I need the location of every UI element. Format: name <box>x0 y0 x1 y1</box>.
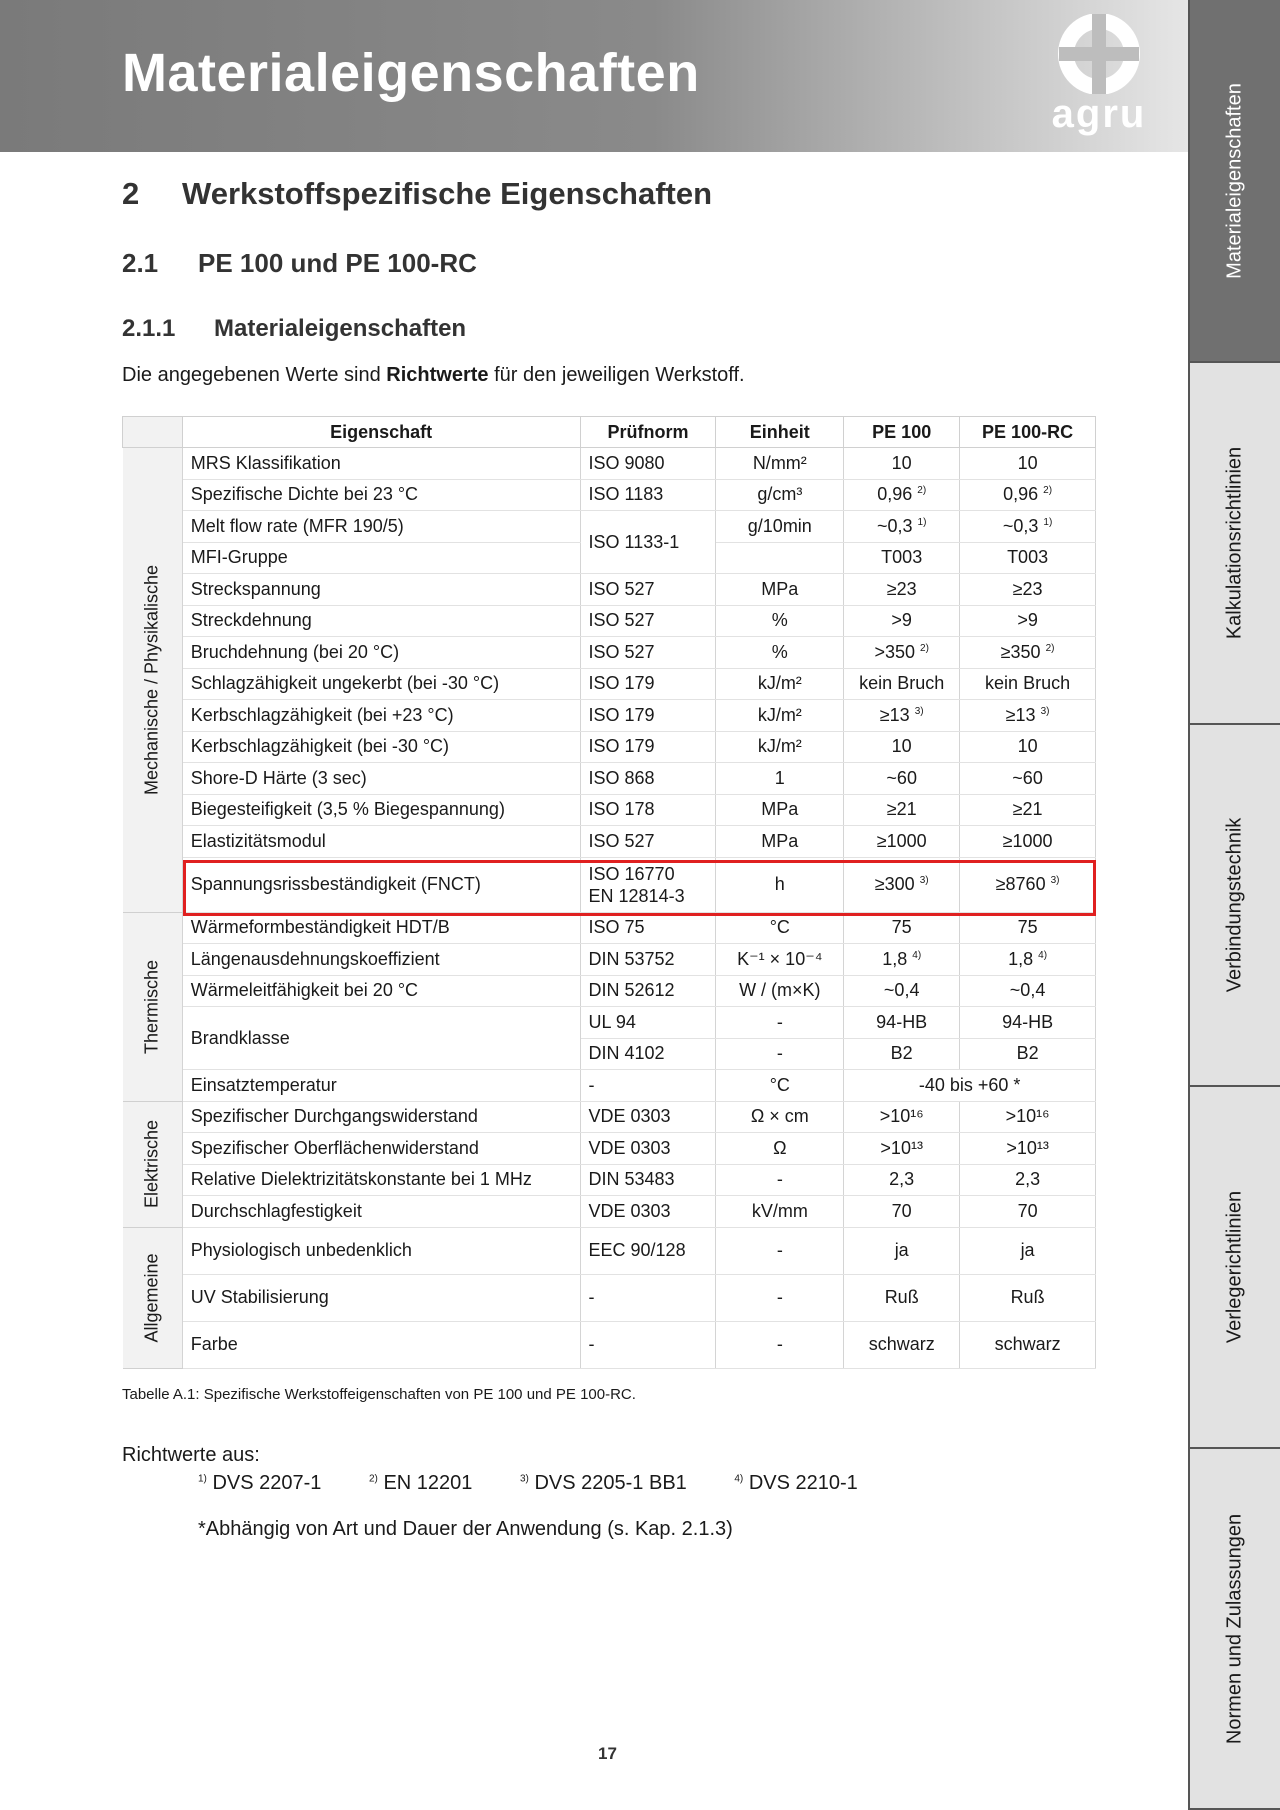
reference-text: DVS 2205-1 BB1 <box>534 1472 687 1494</box>
cell-property: Brandklasse <box>182 1007 580 1070</box>
cell-unit: kJ/m² <box>716 700 844 732</box>
cell-norm: VDE 0303 <box>580 1133 716 1165</box>
footnote-mark: 4) <box>912 949 922 961</box>
norm-line-1: ISO 16770 <box>588 863 675 884</box>
reference-mark: 2) <box>369 1473 378 1485</box>
table-row <box>123 731 1096 763</box>
cell-property: Relative Dielektrizitätskonstante bei 1 MHz <box>182 1164 580 1196</box>
cell-property: Längenausdehnungskoeffizient <box>182 944 580 976</box>
usage-note: *Abhängig von Art und Dauer der Anwendung (s. Kap. 2.1.3) <box>198 1518 733 1540</box>
cell-norm: ISO 527 <box>580 605 716 637</box>
header-einheit: Einheit <box>716 417 844 448</box>
cell-pe100: T003 <box>844 542 960 574</box>
cell-norm: ISO 527 <box>580 574 716 606</box>
reference-mark: 1) <box>198 1473 207 1485</box>
cell-property: Spannungsrissbeständigkeit (FNCT) <box>182 857 580 912</box>
cell-pe100: ≥21 <box>844 794 960 826</box>
references-list <box>198 1472 900 1495</box>
cell-pe100: kein Bruch <box>844 668 960 700</box>
cell-property: Spezifischer Durchgangswiderstand <box>182 1101 580 1133</box>
cell-pe100: schwarz <box>844 1321 960 1368</box>
cell-pe100: B2 <box>844 1038 960 1070</box>
cell-property: Biegesteifigkeit (3,5 % Biegespannung) <box>182 794 580 826</box>
cell-property: Wärmeleitfähigkeit bei 20 °C <box>182 975 580 1007</box>
cell-norm: VDE 0303 <box>580 1101 716 1133</box>
fnct-highlight-box <box>183 860 1096 916</box>
tab-verbindungstechnik[interactable] <box>1188 725 1280 1087</box>
table-row <box>123 637 1096 669</box>
value: 1,8 <box>882 948 908 969</box>
cell-property: Bruchdehnung (bei 20 °C) <box>182 637 580 669</box>
group-label: Thermische <box>141 959 162 1054</box>
table-row <box>123 1164 1096 1196</box>
cell-unit: h <box>716 857 844 912</box>
table-caption: Tabelle A.1: Spezifische Werkstoffeigenschaften von PE 100 und PE 100-RC. <box>122 1386 636 1403</box>
subsection-number: 2.1 <box>122 248 159 278</box>
cell-property: Melt flow rate (MFR 190/5) <box>182 511 580 543</box>
cell-pe100 <box>844 700 960 732</box>
intro-after: für den jeweiligen Werkstoff. <box>488 364 745 386</box>
cell-property: MRS Klassifikation <box>182 448 580 480</box>
cell-property: Farbe <box>182 1321 580 1368</box>
cell-pe100rc: ja <box>960 1227 1096 1274</box>
cell-property: Shore-D Härte (3 sec) <box>182 763 580 795</box>
cell-pe100rc <box>960 637 1096 669</box>
cell-norm: ISO 178 <box>580 794 716 826</box>
intro-text <box>122 364 745 387</box>
cell-unit: Ω × cm <box>716 1101 844 1133</box>
value: 0,96 <box>1003 484 1039 505</box>
footnote-mark: 3) <box>1050 875 1060 886</box>
cell-norm: ISO 179 <box>580 731 716 763</box>
cell-pe100rc: 10 <box>960 731 1096 763</box>
cell-norm: UL 94 <box>580 1007 716 1039</box>
cell-pe100: 75 <box>844 912 960 944</box>
tab-label: Kalkulationsrichtlinien <box>1223 446 1246 640</box>
subsection-title: PE 100 und PE 100-RC <box>198 248 477 278</box>
intro-before: Die angegebenen Werte sind <box>122 364 387 386</box>
cell-norm: ISO 527 <box>580 637 716 669</box>
tab-normen-und-zulassungen[interactable] <box>1188 1449 1280 1810</box>
cell-pe100rc <box>960 944 1096 976</box>
cell-pe100: ja <box>844 1227 960 1274</box>
cell-pe100: 10 <box>844 731 960 763</box>
value: ≥300 <box>874 874 915 894</box>
cell-unit <box>716 542 844 574</box>
cell-property: Kerbschlagzähigkeit (bei -30 °C) <box>182 731 580 763</box>
cell-pe100rc: >10¹³ <box>960 1133 1096 1165</box>
cell-property: Spezifische Dichte bei 23 °C <box>182 479 580 511</box>
cell-norm: - <box>580 1274 716 1321</box>
reference-text: EN 12201 <box>383 1472 473 1494</box>
section-title: Werkstoffspezifische Eigenschaften <box>182 176 713 211</box>
logo-text: agru <box>1051 92 1147 136</box>
reference-text: DVS 2207-1 <box>212 1472 322 1494</box>
logo-ring-icon <box>1034 14 1164 94</box>
header-eigenschaft: Eigenschaft <box>182 417 580 448</box>
table-row <box>123 574 1096 606</box>
table-row <box>123 763 1096 795</box>
cell-pe100: 70 <box>844 1196 960 1228</box>
cell-pe100rc: 2,3 <box>960 1164 1096 1196</box>
footnote-mark: 4) <box>1038 949 1048 961</box>
cell-pe100: >10¹⁶ <box>844 1101 960 1133</box>
cell-pe100rc: Ruß <box>960 1274 1096 1321</box>
cell-norm: DIN 53483 <box>580 1164 716 1196</box>
cell-property: Elastizitätsmodul <box>182 826 580 858</box>
footnote-mark: 1) <box>917 516 927 528</box>
cell-pe100rc: schwarz <box>960 1321 1096 1368</box>
value: ~0,3 <box>1002 515 1039 536</box>
table-row <box>123 1070 1096 1102</box>
cell-pe100: >10¹³ <box>844 1133 960 1165</box>
value: 1,8 <box>1008 948 1034 969</box>
tab-label: Verlegerichtlinien <box>1223 1190 1246 1344</box>
reference-item <box>198 1472 321 1495</box>
group-label: Allgemeine <box>141 1252 162 1343</box>
cell-pe100rc: ≥21 <box>960 794 1096 826</box>
chapter-tabs <box>1188 0 1280 1810</box>
cell-pe100rc: T003 <box>960 542 1096 574</box>
table-row <box>123 1196 1096 1228</box>
cell-pe100 <box>844 944 960 976</box>
tab-label: Materialeigenschaften <box>1223 82 1246 279</box>
cell-unit: °C <box>716 912 844 944</box>
cell-norm: ISO 1133-1 <box>580 511 716 574</box>
table-row <box>123 668 1096 700</box>
cell-norm: VDE 0303 <box>580 1196 716 1228</box>
header-title: Materialeigenschaften <box>122 43 700 103</box>
cell-norm: ISO 75 <box>580 912 716 944</box>
cell-unit: MPa <box>716 826 844 858</box>
table-row <box>123 479 1096 511</box>
cell-pe100rc: 94-HB <box>960 1007 1096 1039</box>
cell-norm: DIN 4102 <box>580 1038 716 1070</box>
cell-pe100rc: ~60 <box>960 763 1096 795</box>
cell-unit: MPa <box>716 574 844 606</box>
cell-property: Spezifischer Oberflächenwiderstand <box>182 1133 580 1165</box>
footnote-mark: 3) <box>1040 705 1050 717</box>
cell-pe100: ≥23 <box>844 574 960 606</box>
cell-unit: °C <box>716 1070 844 1102</box>
group-general <box>123 1227 183 1368</box>
cell-pe100rc: >10¹⁶ <box>960 1101 1096 1133</box>
header-pe100rc: PE 100-RC <box>960 417 1096 448</box>
cell-pe100rc: kein Bruch <box>960 668 1096 700</box>
footnote-mark: 3) <box>914 705 924 717</box>
cell-norm: ISO 179 <box>580 668 716 700</box>
cell-pe100rc <box>960 700 1096 732</box>
cell-property: MFI-Gruppe <box>182 542 580 574</box>
cell-pe100: Ruß <box>844 1274 960 1321</box>
cell-unit: - <box>716 1038 844 1070</box>
cell-property: Einsatztemperatur <box>182 1070 580 1102</box>
value: >350 <box>874 641 915 662</box>
table-row <box>123 975 1096 1007</box>
cell-pe100rc <box>960 479 1096 511</box>
tab-label: Verbindungstechnik <box>1223 817 1246 993</box>
footnote-mark: 3) <box>919 875 929 886</box>
value: ≥350 <box>1000 641 1041 662</box>
cell-norm: - <box>580 1070 716 1102</box>
references-title: Richtwerte aus: <box>122 1444 260 1466</box>
cell-norm: DIN 53752 <box>580 944 716 976</box>
cell-pe100rc: 10 <box>960 448 1096 480</box>
cell-unit: K⁻¹ × 10⁻⁴ <box>716 944 844 976</box>
cell-unit: g/cm³ <box>716 479 844 511</box>
cell-property: Durchschlagfestigkeit <box>182 1196 580 1228</box>
group-electrical <box>123 1101 183 1227</box>
table-row <box>123 1133 1096 1165</box>
cell-unit: MPa <box>716 794 844 826</box>
cell-unit: kJ/m² <box>716 731 844 763</box>
cell-pe100: 2,3 <box>844 1164 960 1196</box>
cell-norm: ISO 179 <box>580 700 716 732</box>
cell-unit: % <box>716 637 844 669</box>
cell-pe100rc: >9 <box>960 605 1096 637</box>
intro-bold: Richtwerte <box>386 364 489 386</box>
cell-property: Wärmeformbeständigkeit HDT/B <box>182 912 580 944</box>
table-row <box>123 912 1096 944</box>
subsection-heading <box>122 248 477 279</box>
cell-unit: % <box>716 605 844 637</box>
cell-property: Streckspannung <box>182 574 580 606</box>
cell-unit: 1 <box>716 763 844 795</box>
cell-norm: ISO 527 <box>580 826 716 858</box>
reference-item <box>520 1472 687 1495</box>
cell-property: Kerbschlagzähigkeit (bei +23 °C) <box>182 700 580 732</box>
cell-pe100: ~60 <box>844 763 960 795</box>
cell-pe100: 10 <box>844 448 960 480</box>
footnote-mark: 2) <box>1045 642 1055 654</box>
subsubsection-title: Materialeigenschaften <box>214 315 467 342</box>
header-pruefnorm: Prüfnorm <box>580 417 716 448</box>
cell-pe100: 94-HB <box>844 1007 960 1039</box>
table-row <box>123 1274 1096 1321</box>
group-label: Elektrische <box>141 1119 162 1209</box>
table-row <box>123 700 1096 732</box>
value: ≥8760 <box>995 874 1046 894</box>
subsubsection-heading <box>122 315 466 343</box>
cell-norm: EEC 90/128 <box>580 1227 716 1274</box>
table-row <box>123 1007 1096 1039</box>
footnote-mark: 2) <box>1043 485 1053 497</box>
cell-pe100: ~0,4 <box>844 975 960 1007</box>
group-label: Mechanische / Physikalische <box>141 564 162 795</box>
page-number: 17 <box>598 1744 617 1763</box>
table-row <box>123 1321 1096 1368</box>
footnote-mark: 2) <box>920 642 929 654</box>
subsubsection-number: 2.1.1 <box>122 315 176 342</box>
cell-norm: DIN 52612 <box>580 975 716 1007</box>
cell-pe100 <box>844 511 960 543</box>
cell-property: Physiologisch unbedenklich <box>182 1227 580 1274</box>
norm-line-2: EN 12814-3 <box>588 885 685 906</box>
cell-pe100rc: 70 <box>960 1196 1096 1228</box>
cell-pe100rc: ~0,4 <box>960 975 1096 1007</box>
cell-unit: kV/mm <box>716 1196 844 1228</box>
cell-pe100rc: ≥23 <box>960 574 1096 606</box>
page-header <box>0 0 1188 152</box>
cell-pe100 <box>844 479 960 511</box>
cell-unit: - <box>716 1227 844 1274</box>
value: ≥13 <box>1005 704 1036 725</box>
section-number: 2 <box>122 176 140 211</box>
footnote-mark: 2) <box>917 485 927 497</box>
reference-text: DVS 2210-1 <box>748 1472 858 1494</box>
section-heading <box>122 176 712 212</box>
footnote-mark: 1) <box>1043 516 1053 528</box>
cell-unit: - <box>716 1321 844 1368</box>
cell-norm: ISO 868 <box>580 763 716 795</box>
cell-pe100: >9 <box>844 605 960 637</box>
cell-pe100rc <box>960 511 1096 543</box>
table-header-row <box>123 417 1096 448</box>
header-pe100: PE 100 <box>844 417 960 448</box>
cell-unit: g/10min <box>716 511 844 543</box>
value: ~0,3 <box>876 515 913 536</box>
cell-norm: ISO 9080 <box>580 448 716 480</box>
value: 0,96 <box>877 484 913 505</box>
group-thermal <box>123 912 183 1101</box>
cell-norm: ISO 1183 <box>580 479 716 511</box>
cell-pe100rc: 75 <box>960 912 1096 944</box>
cell-unit: - <box>716 1164 844 1196</box>
reference-item <box>734 1472 857 1495</box>
tab-verlegerichtlinien[interactable] <box>1188 1087 1280 1449</box>
cell-norm: - <box>580 1321 716 1368</box>
cell-pe-both: -40 bis +60 * <box>844 1070 1096 1102</box>
tab-kalkulationsrichtlinien[interactable] <box>1188 363 1280 725</box>
cell-unit: Ω <box>716 1133 844 1165</box>
cell-unit: N/mm² <box>716 448 844 480</box>
reference-mark: 3) <box>520 1473 529 1485</box>
cell-pe100rc: ≥1000 <box>960 826 1096 858</box>
table-row <box>123 1101 1096 1133</box>
agru-logo <box>1034 14 1164 134</box>
reference-mark: 4) <box>734 1473 744 1485</box>
cell-pe100 <box>844 637 960 669</box>
table-row <box>123 511 1096 543</box>
table-row <box>123 1227 1096 1274</box>
tab-materialeigenschaften[interactable] <box>1188 0 1280 363</box>
cell-property: UV Stabilisierung <box>182 1274 580 1321</box>
group-mechanical <box>123 448 183 913</box>
cell-unit: W / (m×K) <box>716 975 844 1007</box>
table-row <box>123 605 1096 637</box>
tab-label: Normen und Zulassungen <box>1223 1513 1246 1744</box>
table-row <box>123 944 1096 976</box>
cell-unit: kJ/m² <box>716 668 844 700</box>
cell-pe100: ≥1000 <box>844 826 960 858</box>
cell-property: Streckdehnung <box>182 605 580 637</box>
cell-unit: - <box>716 1274 844 1321</box>
header-group-cell <box>123 417 183 448</box>
cell-unit: - <box>716 1007 844 1039</box>
value: ≥13 <box>879 704 910 725</box>
table-row <box>123 826 1096 858</box>
table-row <box>123 448 1096 480</box>
cell-pe100rc: B2 <box>960 1038 1096 1070</box>
reference-item <box>369 1472 472 1495</box>
table-row <box>123 794 1096 826</box>
cell-property: Schlagzähigkeit ungekerbt (bei -30 °C) <box>182 668 580 700</box>
